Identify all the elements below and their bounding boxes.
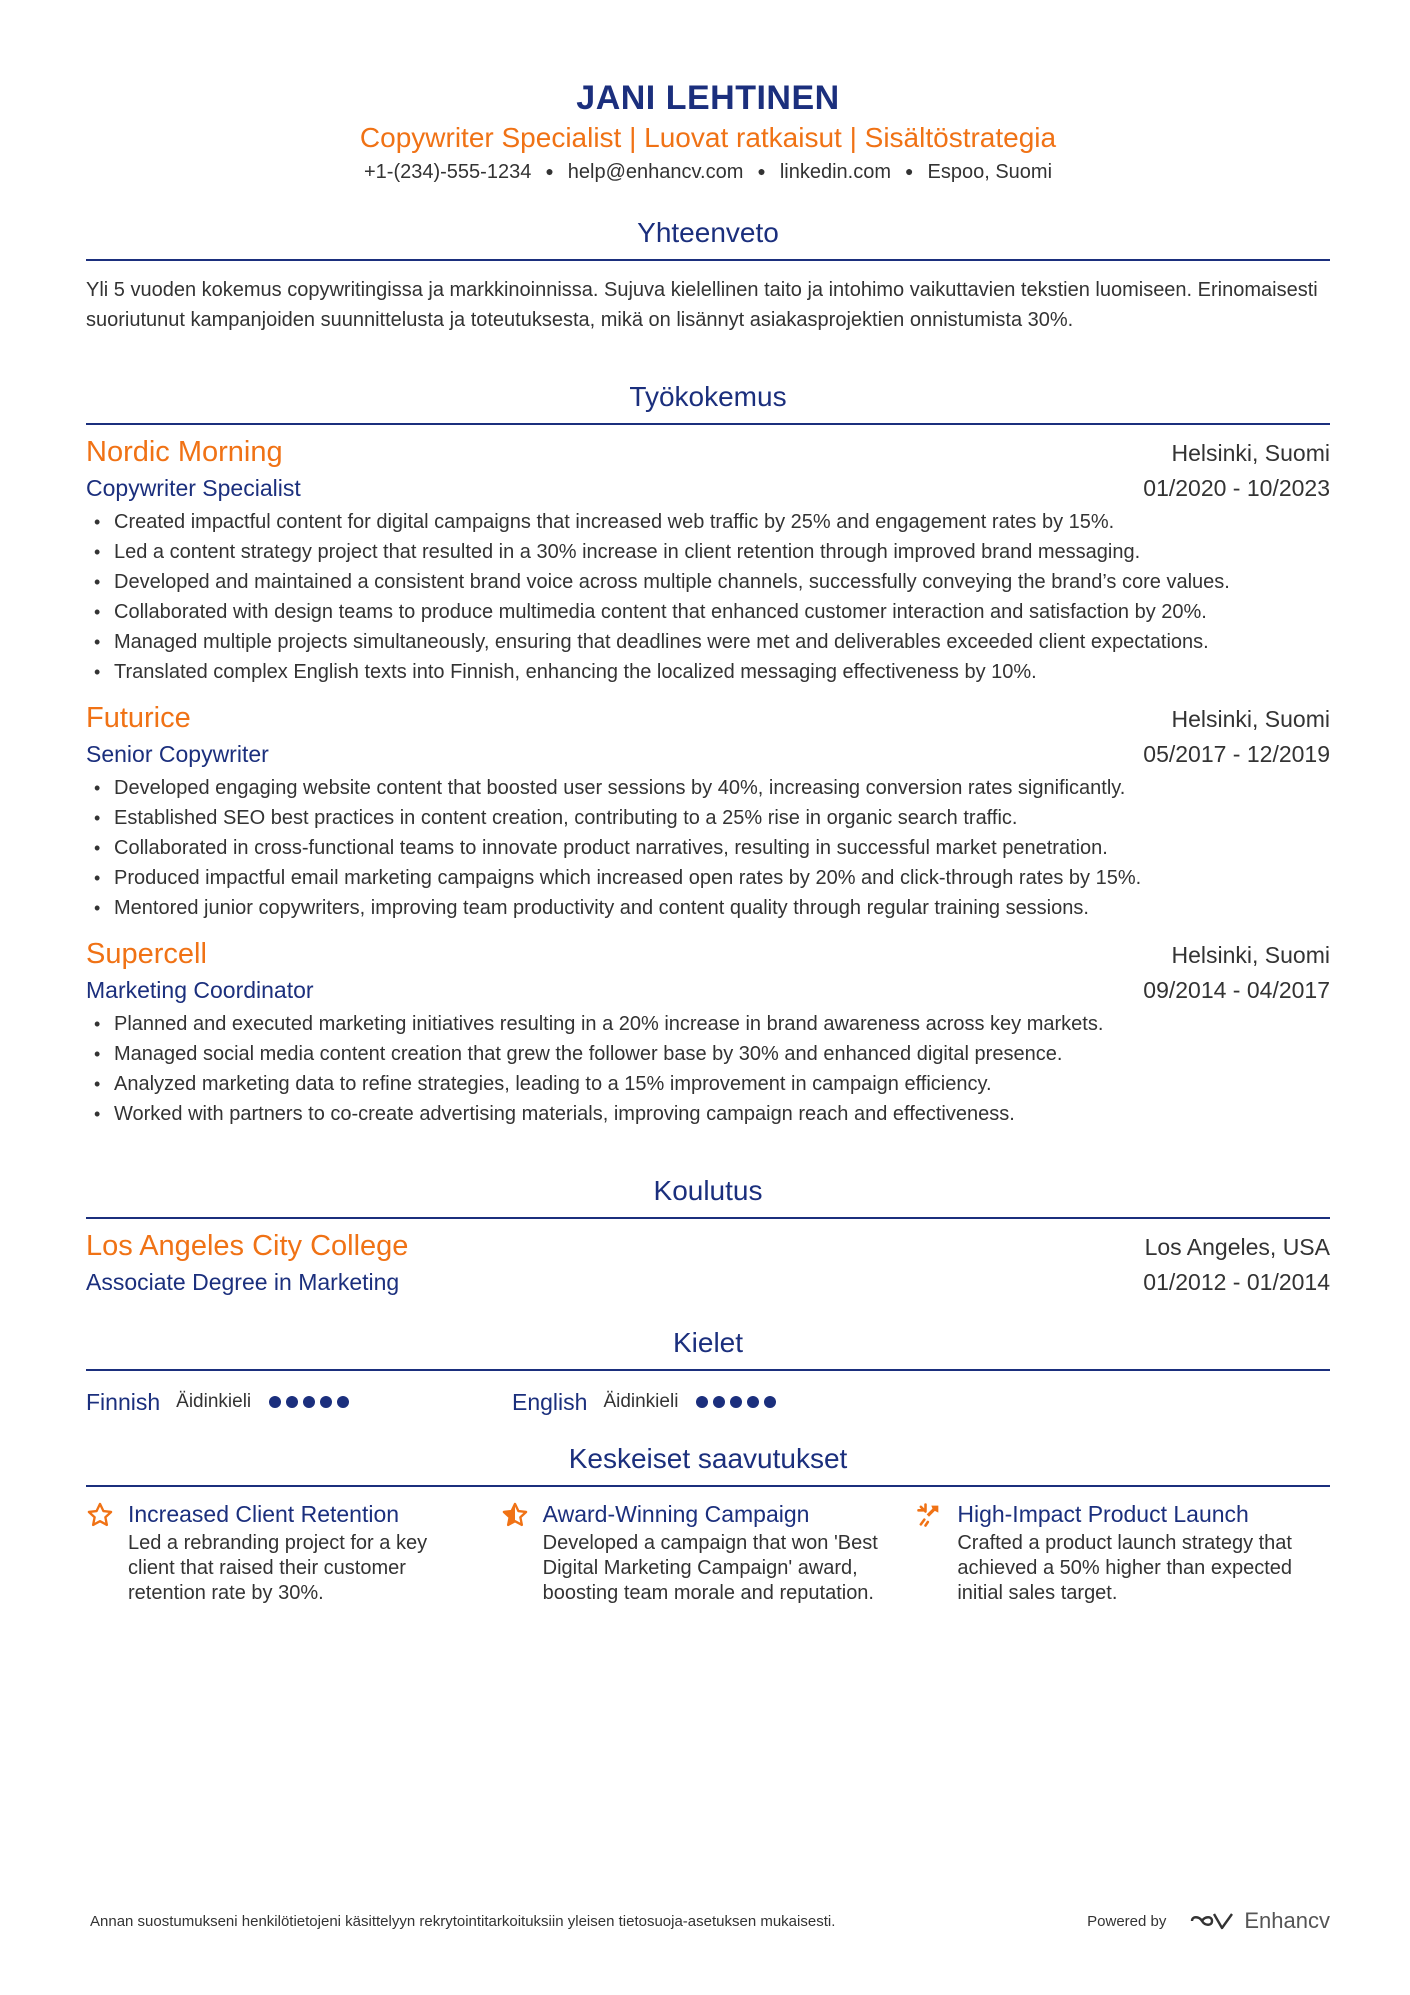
proficiency-dot — [303, 1396, 315, 1408]
enhancv-logo[interactable] — [1190, 1908, 1330, 1934]
proficiency-dot — [320, 1396, 332, 1408]
job-bullet: • Managed multiple projects simultaneously, ensuring that deadlines were met and deliverables exceeded client expectations. — [86, 627, 1330, 657]
job-bullet: • Worked with partners to co-create advertising materials, improving campaign reach and effectiveness. — [86, 1099, 1330, 1129]
language-proficiency-dots — [269, 1396, 349, 1408]
experience-section — [86, 379, 1330, 1129]
job-dates: 01/2020 - 10/2023 — [1143, 475, 1330, 501]
job-bullet: • Managed social media content creation that grew the follower base by 30% and enhanced digital presence. — [86, 1039, 1330, 1069]
job-bullet: • Translated complex English texts into Finnish, enhancing the localized messaging effectiveness by 10%. — [86, 657, 1330, 687]
resume-header — [86, 76, 1330, 187]
proficiency-dot — [730, 1396, 742, 1408]
job-bullet: • Collaborated in cross-functional teams to innovate product narratives, resulting in successful market penetration. — [86, 833, 1330, 863]
location-text: Espoo, Suomi — [927, 161, 1053, 183]
job-dates: 09/2014 - 04/2017 — [1143, 977, 1330, 1003]
proficiency-dot — [747, 1396, 759, 1408]
education-section — [86, 1173, 1330, 1299]
resume-page — [86, 76, 1330, 1606]
job-bullets — [86, 773, 1330, 923]
language-item — [86, 1385, 512, 1419]
language-level: Äidinkieli — [603, 1391, 679, 1412]
job-company: Nordic Morning — [86, 436, 283, 468]
rocket-launch-icon — [915, 1497, 957, 1606]
language-proficiency-dots — [696, 1396, 776, 1408]
job-bullet: • Established SEO best practices in content creation, contributing to a 25% rise in organic search traffic. — [86, 803, 1330, 833]
job-location: Helsinki, Suomi — [1171, 440, 1330, 466]
star-half-icon — [501, 1497, 543, 1606]
education-location: Los Angeles, USA — [1144, 1234, 1330, 1260]
linkedin-text: linkedin.com — [779, 161, 892, 183]
separator-dot: ● — [905, 163, 914, 179]
language-name: English — [512, 1389, 588, 1415]
job-role: Marketing Coordinator — [86, 977, 314, 1003]
enhancv-brand-text: Enhancv — [1244, 1908, 1330, 1933]
job-bullet: • Led a content strategy project that resulted in a 30% increase in client retention through improved brand messaging. — [86, 537, 1330, 567]
separator-dot: ● — [545, 163, 554, 179]
proficiency-dot — [337, 1396, 349, 1408]
section-title-summary: Yhteenveto — [86, 215, 1330, 261]
achievement-desc: Crafted a product launch strategy that achieved a 50% higher than expected initial sales target. — [957, 1532, 1293, 1604]
language-name: Finnish — [86, 1389, 161, 1415]
summary-text: Yli 5 vuoden kokemus copywritingissa ja markkinoinnissa. Sujuva kielellinen taito ja intohimo vaikuttavien tekstien luomiseen. Erinomaisesti suoriutunut kampanjoiden suunnittelusta ja toteutuksesta, mikä on lisännyt asiakasprojektien onnistumista 30%. — [86, 279, 1318, 331]
separator-dot: ● — [757, 163, 766, 179]
job-location: Helsinki, Suomi — [1171, 942, 1330, 968]
job-company: Supercell — [86, 938, 207, 970]
job-role: Copywriter Specialist — [86, 475, 301, 501]
job-location: Helsinki, Suomi — [1171, 706, 1330, 732]
job-bullet: • Produced impactful email marketing campaigns which increased open rates by 20% and click-through rates by 15%. — [86, 863, 1330, 893]
language-level: Äidinkieli — [176, 1391, 252, 1412]
languages-section — [86, 1325, 1330, 1419]
proficiency-dot — [696, 1396, 708, 1408]
job-entry — [86, 433, 1330, 687]
achievement-item — [86, 1497, 501, 1606]
education-dates: 01/2012 - 01/2014 — [1143, 1269, 1330, 1295]
contact-line — [86, 156, 1330, 187]
job-bullets — [86, 507, 1330, 687]
candidate-name: JANI LEHTINEN — [576, 79, 840, 117]
job-bullets — [86, 1009, 1330, 1129]
education-degree: Associate Degree in Marketing — [86, 1269, 400, 1295]
achievement-title: Increased Client Retention — [128, 1501, 400, 1527]
job-dates: 05/2017 - 12/2019 — [1143, 741, 1330, 767]
section-title-education: Koulutus — [86, 1173, 1330, 1219]
job-bullet: • Developed engaging website content that boosted user sessions by 40%, increasing conversion rates significantly. — [86, 773, 1330, 803]
achievement-item — [915, 1497, 1330, 1606]
proficiency-dot — [286, 1396, 298, 1408]
phone-text: +1-(234)-555-1234 — [363, 161, 532, 183]
achievement-desc: Led a rebranding project for a key client that raised their customer retention rate by 30%. — [128, 1532, 428, 1604]
job-bullet: • Planned and executed marketing initiatives resulting in a 20% increase in brand awareness across key markets. — [86, 1009, 1330, 1039]
candidate-tagline: Copywriter Specialist | Luovat ratkaisut | Sisältöstrategia — [359, 122, 1057, 153]
job-role: Senior Copywriter — [86, 741, 269, 767]
job-bullet: • Created impactful content for digital campaigns that increased web traffic by 25% and engagement rates by 15%. — [86, 507, 1330, 537]
star-outline-icon — [86, 1497, 128, 1606]
language-item — [512, 1385, 938, 1419]
summary-section — [86, 215, 1330, 335]
proficiency-dot — [764, 1396, 776, 1408]
proficiency-dot — [713, 1396, 725, 1408]
job-bullet: • Collaborated with design teams to produce multimedia content that enhanced customer interaction and satisfaction by 20%. — [86, 597, 1330, 627]
education-school: Los Angeles City College — [86, 1230, 409, 1262]
gdpr-consent-text: Annan suostumukseni henkilötietojeni käsittelyyn rekrytointitarkoituksiin yleisen tietosuoja-asetuksen mukaisesti. — [90, 1912, 836, 1930]
job-bullet: • Mentored junior copywriters, improving team productivity and content quality through regular training sessions. — [86, 893, 1330, 923]
job-bullet: • Developed and maintained a consistent brand voice across multiple channels, successfully conveying the brand’s core values. — [86, 567, 1330, 597]
achievement-title: High-Impact Product Launch — [957, 1501, 1249, 1527]
job-company: Futurice — [86, 702, 191, 734]
achievement-desc: Developed a campaign that won 'Best Digital Marketing Campaign' award, boosting team morale and reputation. — [542, 1532, 878, 1604]
footer — [90, 1908, 1330, 1934]
achievement-title: Award-Winning Campaign — [542, 1501, 810, 1527]
achievements-section — [86, 1441, 1330, 1606]
section-title-languages: Kielet — [86, 1325, 1330, 1371]
proficiency-dot — [269, 1396, 281, 1408]
section-title-achievements: Keskeiset saavutukset — [86, 1441, 1330, 1487]
section-title-experience: Työkokemus — [86, 379, 1330, 425]
powered-by-text: Powered by — [1087, 1912, 1167, 1930]
enhancv-logo-icon — [1190, 1910, 1236, 1932]
email-text: help@enhancv.com — [567, 161, 744, 183]
job-entry — [86, 699, 1330, 923]
achievement-item — [501, 1497, 916, 1606]
job-bullet: • Analyzed marketing data to refine strategies, leading to a 15% improvement in campaign efficiency. — [86, 1069, 1330, 1099]
job-entry — [86, 935, 1330, 1129]
